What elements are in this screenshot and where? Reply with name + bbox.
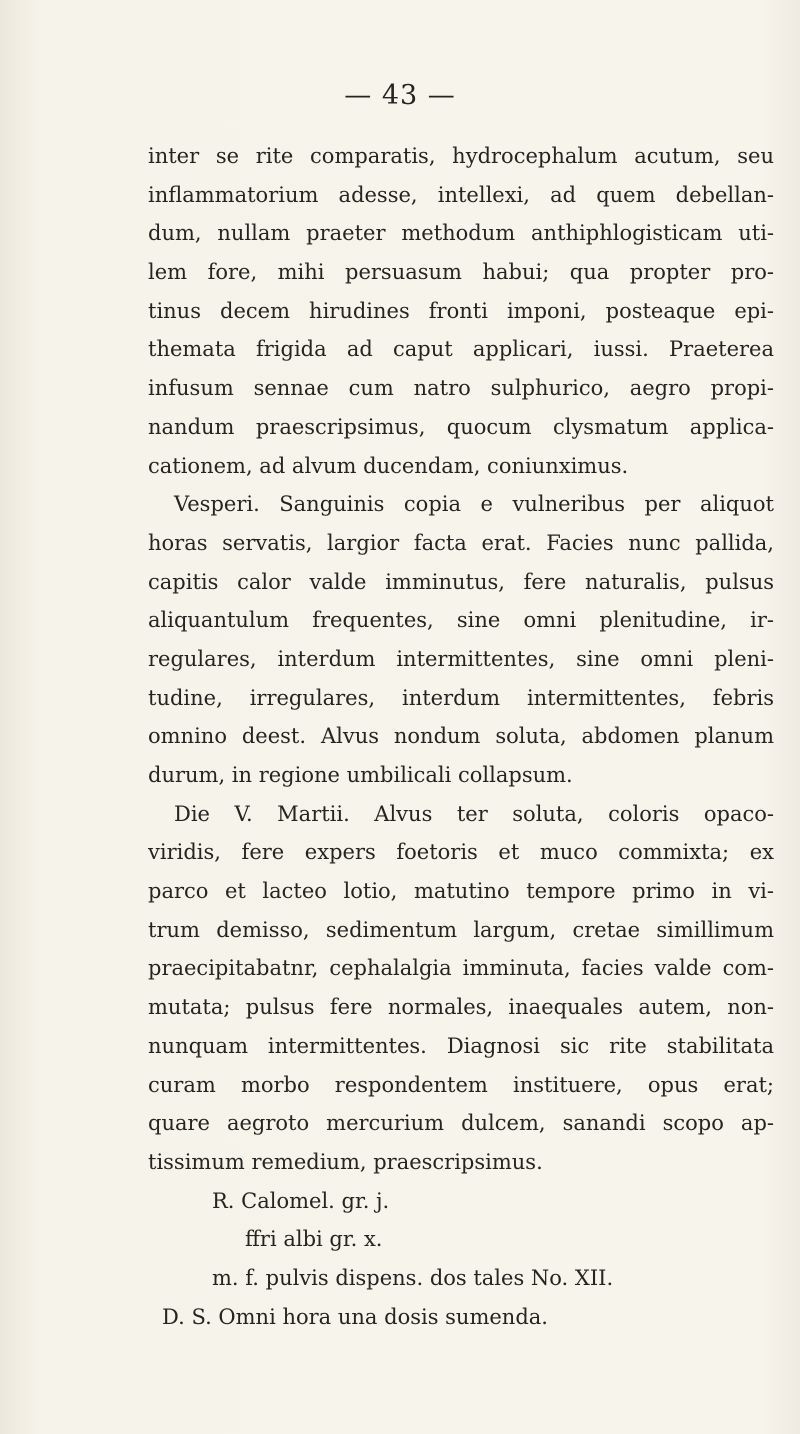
text-line: lem fore, mihi persuasum habui; qua propter pro-: [148, 260, 774, 285]
text-line: nunquam intermittentes. Diagnosi sic rite stabilitata: [148, 1033, 774, 1058]
text-line: nandum praescripsimus, quocum clysmatum applica-: [148, 414, 774, 439]
text-line: mutata; pulsus fere normales, inaequales autem, non-: [148, 995, 774, 1020]
text-line: tinus decem hirudines fronti imponi, posteaque epi-: [148, 298, 774, 323]
text-line: Die V. Martii. Alvus ter soluta, coloris opaco-: [174, 801, 774, 826]
text-line: infusum sennae cum natro sulphurico, aegro propi-: [148, 376, 774, 401]
text-line: cationem, ad alvum ducendam, coniunximus.: [148, 453, 629, 478]
text-line: omnino deest. Alvus nondum soluta, abdomen planum: [148, 724, 774, 749]
text-line: horas servatis, largior facta erat. Facies nunc pallida,: [148, 530, 774, 555]
body-text: [148, 137, 774, 1336]
text-line: Vesperi. Sanguinis copia e vulneribus per aliquot: [174, 492, 774, 517]
text-line: capitis calor valde imminutus, fere naturalis, pulsus: [148, 569, 774, 594]
prescription-line: m. f. pulvis dispens. dos tales No. XII.: [212, 1265, 614, 1290]
prescription-line: ffri albi gr. x.: [245, 1227, 383, 1252]
text-line: themata frigida ad caput applicari, iussi. Praeterea: [148, 337, 774, 362]
text-line: quare aegroto mercurium dulcem, sanandi scopo ap-: [148, 1111, 774, 1136]
prescription-line: D. S. Omni hora una dosis sumenda.: [162, 1304, 548, 1329]
text-line: viridis, fere expers foetoris et muco commixta; ex: [148, 840, 774, 865]
text-line: curam morbo respondentem instituere, opus erat;: [148, 1072, 774, 1097]
text-line: durum, in regione umbilicali collapsum.: [148, 763, 573, 787]
page-number: — 43 —: [344, 80, 456, 111]
text-line: regulares, interdum intermittentes, sine omni pleni-: [148, 646, 774, 671]
text-line: parco et lacteo lotio, matutino tempore primo in vi-: [148, 879, 774, 904]
text-line: inflammatorium adesse, intellexi, ad quem debellan-: [148, 182, 774, 207]
prescription-line: R. Calomel. gr. j.: [212, 1188, 390, 1213]
text-line: aliquantulum frequentes, sine omni plenitudine, ir-: [148, 608, 774, 633]
text-line: praecipitabatnr, cephalalgia imminuta, facies valde com-: [148, 956, 774, 981]
text-line: inter se rite comparatis, hydrocephalum acutum, seu: [148, 144, 774, 168]
text-line: tudine, irregulares, interdum intermittentes, febris: [148, 685, 774, 710]
text-line: dum, nullam praeter methodum anthiphlogisticam uti-: [148, 221, 774, 246]
text-line: tissimum remedium, praescripsimus.: [148, 1149, 543, 1174]
text-line: trum demisso, sedimentum largum, cretae simillimum: [148, 917, 774, 942]
